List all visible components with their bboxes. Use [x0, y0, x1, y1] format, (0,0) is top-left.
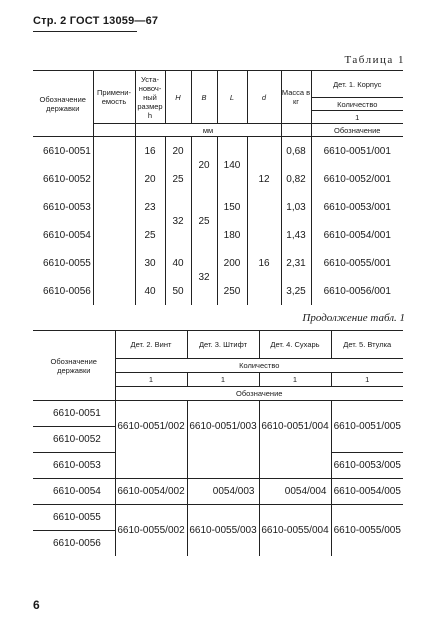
- t1-L: 180: [217, 221, 247, 249]
- t1-header-B: B: [191, 71, 217, 124]
- t1-mass: 3,25: [281, 277, 311, 305]
- t1-mass: 1,43: [281, 221, 311, 249]
- t1-H: 25: [165, 165, 191, 193]
- t2-code: 6610-0055: [33, 505, 115, 531]
- t1-size: 20: [135, 165, 165, 193]
- t2-part2: 6610-0055/002: [115, 505, 187, 557]
- t1-code: 6610-0052: [33, 165, 93, 193]
- t1-code: 6610-0055: [33, 249, 93, 277]
- t2-code: 6610-0051: [33, 401, 115, 427]
- table2-title: Продолжение табл. 1: [302, 312, 405, 324]
- t2-part4: 6610-0051/004: [259, 401, 331, 453]
- t1-part: 6610-0054/001: [323, 229, 391, 241]
- t1-H: 50: [165, 277, 191, 305]
- t1-mass: 0,68: [281, 137, 311, 166]
- t1-header-L: L: [217, 71, 247, 124]
- table2: [33, 330, 403, 556]
- t2-part3: 0054/003: [187, 479, 259, 505]
- t1-part: 6610-0056/001: [323, 285, 391, 297]
- t2-part3: 6610-0051/003: [187, 401, 259, 453]
- t1-header-size: Уста-новоч-ный размер h: [135, 71, 165, 124]
- t1-B: 25: [191, 193, 217, 249]
- table1: [33, 70, 403, 305]
- t2-header-part5: Дет. 5. Втулка: [331, 331, 403, 359]
- t1-L: 140: [217, 137, 247, 194]
- t1-d: 12: [247, 137, 281, 222]
- t2-part5: 6610-0055/005: [333, 525, 401, 536]
- t2-code: 6610-0053: [33, 453, 115, 479]
- t2-code: 6610-0052: [33, 427, 115, 453]
- t2-part2: 6610-0051/002: [115, 401, 187, 453]
- t1-code: 6610-0053: [33, 193, 93, 221]
- t1-code: 6610-0054: [33, 221, 93, 249]
- table-row: [33, 277, 403, 305]
- t1-H: 40: [165, 249, 191, 277]
- t1-L: 200: [217, 249, 247, 277]
- page-number: 6: [33, 598, 40, 612]
- t2-header-part2: Дет. 2. Винт: [115, 331, 187, 359]
- t2-header-designation: Обозначение державки: [33, 331, 115, 401]
- header-rule: [33, 31, 137, 32]
- t1-code: 6610-0056: [33, 277, 93, 305]
- t1-header-designation-col: Обозначение: [311, 124, 403, 137]
- t1-mass: 1,03: [281, 193, 311, 221]
- t2-part5: 6610-0051/005: [331, 401, 403, 453]
- table1-title: Таблица 1: [344, 54, 405, 66]
- t2-header-q3: 1: [259, 373, 331, 387]
- table-row: [33, 505, 403, 531]
- t1-header-quantity-value: 1: [311, 111, 403, 124]
- t1-B: 20: [191, 137, 217, 194]
- t2-header-q1: 1: [115, 373, 187, 387]
- t1-mass: 2,31: [281, 249, 311, 277]
- t1-size: 16: [135, 137, 165, 166]
- t2-part3: 6610-0055/003: [187, 505, 259, 557]
- t1-size: 30: [135, 249, 165, 277]
- t1-size: 40: [135, 277, 165, 305]
- t1-header-mass: Масса в кг: [281, 71, 311, 124]
- page-header: Стр. 2 ГОСТ 13059—67: [33, 15, 159, 27]
- t1-header-part: Дет. 1. Корпус: [311, 71, 403, 98]
- t2-part4: 0054/004: [259, 479, 331, 505]
- t2-part5: 6610-0054/005: [331, 479, 403, 505]
- t2-code: 6610-0054: [33, 479, 115, 505]
- t1-header-quantity: Количество: [311, 98, 403, 111]
- t1-B: 32: [191, 249, 217, 305]
- table-row: [33, 401, 403, 427]
- t2-part5: 6610-0053/005: [331, 453, 403, 479]
- table-row: [33, 479, 403, 505]
- t2-part2: 6610-0054/002: [115, 479, 187, 505]
- t1-header-designation: Обозначение державки: [33, 71, 93, 137]
- t1-H: 32: [165, 193, 191, 249]
- t1-part: 6610-0055/001: [323, 257, 391, 269]
- t1-header-H: H: [165, 71, 191, 124]
- table-row: [33, 453, 403, 479]
- t1-part: 6610-0051/001: [323, 145, 391, 157]
- t2-header-q2: 1: [187, 373, 259, 387]
- t2-header-part3: Дет. 3. Штифт: [187, 331, 259, 359]
- t2-header-quantity: Количество: [115, 359, 403, 373]
- t1-part: 6610-0052/001: [323, 173, 391, 185]
- table-row: [33, 137, 403, 166]
- t1-L: 250: [217, 277, 247, 305]
- table-row: [33, 193, 403, 221]
- t1-H: 20: [165, 137, 191, 166]
- t2-code: 6610-0056: [33, 531, 115, 557]
- t1-size: 25: [135, 221, 165, 249]
- t1-part: 6610-0053/001: [323, 201, 391, 213]
- table-row: [33, 249, 403, 277]
- t1-header-d: d: [247, 71, 281, 124]
- t1-size: 23: [135, 193, 165, 221]
- t1-L: 150: [217, 193, 247, 221]
- t1-mass: 0,82: [281, 165, 311, 193]
- t1-code: 6610-0051: [33, 137, 93, 166]
- table-row: [33, 221, 403, 249]
- t1-header-applicability: Примени-емость: [93, 71, 135, 124]
- t1-header-units: мм: [135, 124, 281, 137]
- t2-part4: 6610-0055/004: [259, 505, 331, 557]
- t2-header-part4: Дет. 4. Сухарь: [259, 331, 331, 359]
- t2-header-q4: 1: [331, 373, 403, 387]
- t2-header-designation-col: Обозначение: [115, 387, 403, 401]
- t1-d: 16: [247, 221, 281, 305]
